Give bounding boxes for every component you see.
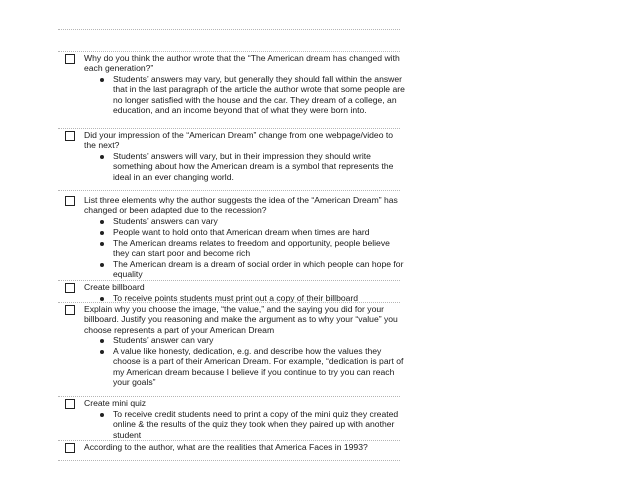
question-text: Explain why you choose the image, “the value,” and the saying you did for your billboard. Justify you reasoning and make the argument as to why your “value” you choose represents a part of your American Dream — [84, 304, 398, 335]
bullet-icon — [100, 413, 104, 417]
checkbox[interactable] — [65, 443, 75, 453]
bullet-icon — [100, 339, 104, 343]
divider — [58, 440, 400, 441]
bullet-icon — [100, 297, 104, 301]
question-text: Create billboard — [84, 282, 145, 292]
divider — [58, 190, 400, 191]
bullet-icon — [100, 78, 104, 82]
divider — [58, 280, 400, 281]
divider — [58, 128, 400, 129]
divider — [58, 396, 400, 397]
question-text: Create mini quiz — [84, 398, 147, 408]
bullet-icon — [100, 220, 104, 224]
bullet-icon — [100, 350, 104, 354]
checkbox[interactable] — [65, 399, 75, 409]
answer-text: Students’ answers can vary — [113, 216, 218, 226]
answer-text: To receive credit students need to print a copy of the mini quiz they created online & the results of the quiz they took when they paired up with another student — [113, 409, 399, 440]
answer-text: The American dreams relates to freedom and opportunity, people believe they can start poor and become rich — [113, 238, 390, 259]
divider — [58, 302, 400, 303]
answer-text: Students’ answer can vary — [113, 335, 214, 345]
checkbox[interactable] — [65, 283, 75, 293]
bullet-icon — [100, 231, 104, 235]
question-text: Why do you think the author wrote that the “The American dream has changed with each generation?” — [84, 53, 400, 74]
divider — [58, 460, 400, 461]
answer-text: A value like honesty, dedication, e.g. and describe how the values they choose is a part of their American Dream. For example, “dedication is part of my American dream because I believe if you continue to try you can reach your goals” — [113, 346, 404, 388]
checkbox[interactable] — [65, 54, 75, 64]
divider — [58, 29, 400, 30]
answer-text: Students’ answers may vary, but generally they should fall within the answer that in the last paragraph of the article the author wrote that some people are no longer satisfied with the house and the car. They dream of a college, an education, and an income beyond that of what they were born into. — [113, 74, 405, 116]
answer-text: To receive points students must print out a copy of their billboard — [113, 293, 359, 303]
answer-text: Students’ answers will vary, but in their impression they should write something about how the American dream is a symbol that represents the ideal in an ever changing world. — [113, 151, 394, 182]
question-text: According to the author, what are the realities that America Faces in 1993? — [84, 442, 368, 452]
checkbox[interactable] — [65, 131, 75, 141]
checkbox[interactable] — [65, 305, 75, 315]
bullet-icon — [100, 242, 104, 246]
checkbox[interactable] — [65, 196, 75, 206]
question-text: Did your impression of the “American Dream” change from one webpage/video to the next? — [84, 130, 394, 151]
bullet-icon — [100, 155, 104, 159]
bullet-icon — [100, 263, 104, 267]
answer-text: People want to hold onto that American dream when times are hard — [113, 227, 370, 237]
question-text: List three elements why the author suggests the idea of the “American Dream” has changed or been adapted due to the recession? — [84, 195, 398, 216]
answer-text: The American dream is a dream of social order in which people can hope for equality — [113, 259, 404, 280]
divider — [58, 51, 400, 52]
